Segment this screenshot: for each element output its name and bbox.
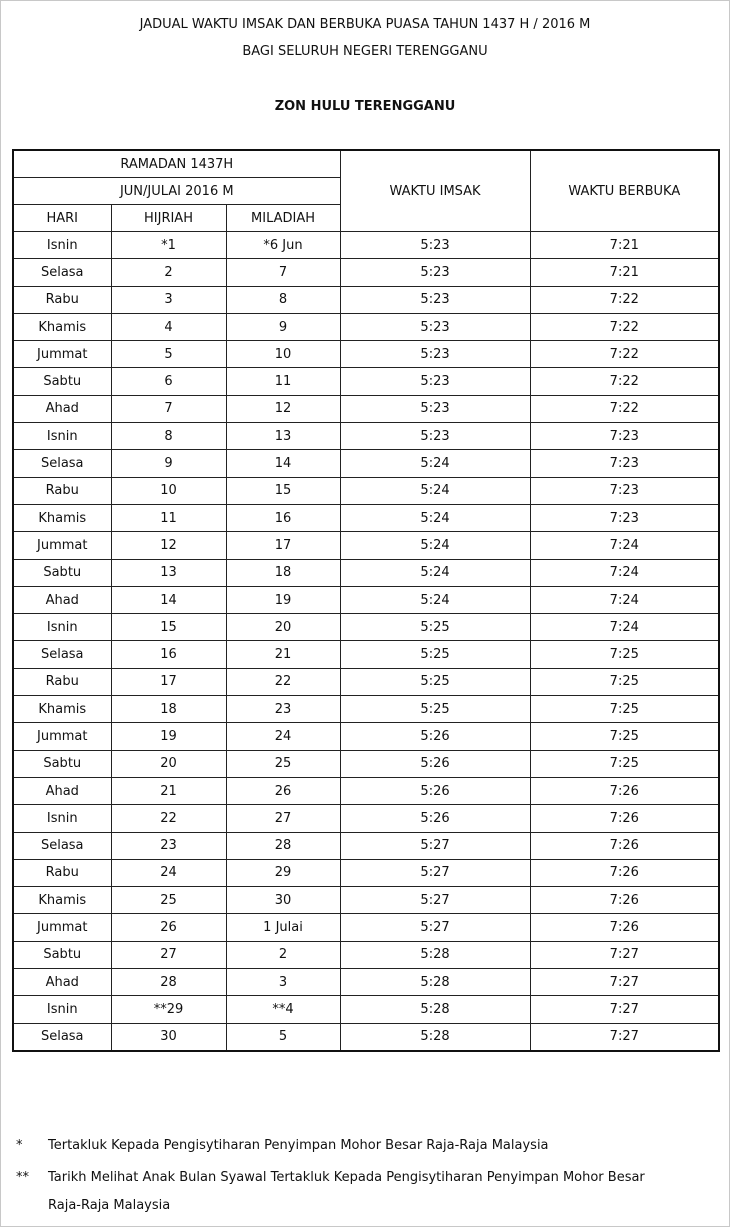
berbuka-cell: 7:26 — [530, 805, 719, 832]
table-row — [13, 805, 719, 832]
berbuka-cell: 7:26 — [530, 887, 719, 914]
miladiah-cell: 1 Julai — [226, 914, 340, 941]
hijriah-cell: 7 — [111, 395, 226, 422]
table-row — [13, 313, 719, 340]
hijriah-header: HIJRIAH — [111, 205, 226, 232]
imsak-cell: 5:28 — [340, 996, 530, 1023]
footnote-2-text-line2: Raja-Raja Malaysia — [48, 1198, 171, 1213]
table-row — [13, 614, 719, 641]
berbuka-cell: 7:26 — [530, 832, 719, 859]
hari-cell: Khamis — [13, 504, 111, 531]
hari-cell: Sabtu — [13, 750, 111, 777]
hijriah-cell: 16 — [111, 641, 226, 668]
hijriah-cell: 4 — [111, 313, 226, 340]
hari-cell: Sabtu — [13, 941, 111, 968]
hari-cell: Rabu — [13, 668, 111, 695]
hijriah-cell: 17 — [111, 668, 226, 695]
hari-cell: Khamis — [13, 887, 111, 914]
berbuka-cell: 7:25 — [530, 641, 719, 668]
miladiah-cell: 21 — [226, 641, 340, 668]
hari-cell: Ahad — [13, 395, 111, 422]
zone-heading: ZON HULU TERENGGANU — [274, 99, 456, 114]
miladiah-cell: 15 — [226, 477, 340, 504]
miladiah-cell: 3 — [226, 969, 340, 996]
hari-header: HARI — [13, 205, 111, 232]
miladiah-cell: 25 — [226, 750, 340, 777]
hijriah-cell: 21 — [111, 777, 226, 804]
table-body — [13, 232, 719, 1051]
miladiah-header: MILADIAH — [226, 205, 340, 232]
table-header — [13, 150, 719, 232]
hijriah-cell: 26 — [111, 914, 226, 941]
document-subtitle: BAGI SELURUH NEGERI TERENGGANU — [242, 44, 488, 59]
table-row — [13, 941, 719, 968]
hijriah-cell: 18 — [111, 696, 226, 723]
imsak-cell: 5:23 — [340, 341, 530, 368]
hijriah-cell: 28 — [111, 969, 226, 996]
imsak-cell: 5:25 — [340, 668, 530, 695]
hari-cell: Jummat — [13, 914, 111, 941]
footnote-2-mark: ** — [16, 1170, 29, 1185]
table-row — [13, 832, 719, 859]
schedule-table — [12, 149, 720, 1052]
hari-cell: Ahad — [13, 777, 111, 804]
footnote-1-mark: * — [16, 1138, 23, 1153]
miladiah-cell: 26 — [226, 777, 340, 804]
table-row — [13, 450, 719, 477]
berbuka-cell: 7:22 — [530, 395, 719, 422]
hijriah-cell: 12 — [111, 532, 226, 559]
berbuka-cell: 7:23 — [530, 450, 719, 477]
hijriah-cell: 5 — [111, 341, 226, 368]
berbuka-cell: 7:23 — [530, 477, 719, 504]
hari-cell: Khamis — [13, 696, 111, 723]
table-row — [13, 777, 719, 804]
imsak-cell: 5:23 — [340, 313, 530, 340]
berbuka-cell: 7:21 — [530, 259, 719, 286]
miladiah-cell: 14 — [226, 450, 340, 477]
berbuka-cell: 7:25 — [530, 696, 719, 723]
imsak-cell: 5:27 — [340, 859, 530, 886]
hijriah-cell: 3 — [111, 286, 226, 313]
hijriah-cell: 8 — [111, 423, 226, 450]
miladiah-cell: 20 — [226, 614, 340, 641]
table-row — [13, 532, 719, 559]
berbuka-cell: 7:26 — [530, 914, 719, 941]
hari-cell: Selasa — [13, 641, 111, 668]
miladiah-cell: 12 — [226, 395, 340, 422]
berbuka-cell: 7:26 — [530, 859, 719, 886]
berbuka-cell: 7:22 — [530, 341, 719, 368]
table-row — [13, 423, 719, 450]
hari-cell: Isnin — [13, 996, 111, 1023]
miladiah-cell: 16 — [226, 504, 340, 531]
table-row — [13, 996, 719, 1023]
hijriah-cell: 20 — [111, 750, 226, 777]
berbuka-cell: 7:22 — [530, 368, 719, 395]
berbuka-cell: 7:27 — [530, 996, 719, 1023]
hijriah-cell: 6 — [111, 368, 226, 395]
berbuka-cell: 7:26 — [530, 777, 719, 804]
miladiah-cell: 8 — [226, 286, 340, 313]
hijriah-cell: 2 — [111, 259, 226, 286]
imsak-cell: 5:28 — [340, 941, 530, 968]
table-row — [13, 641, 719, 668]
table-row — [13, 859, 719, 886]
hijriah-cell: 11 — [111, 504, 226, 531]
berbuka-cell: 7:23 — [530, 504, 719, 531]
hari-cell: Isnin — [13, 423, 111, 450]
hijriah-cell: 24 — [111, 859, 226, 886]
table-row — [13, 559, 719, 586]
table-row — [13, 586, 719, 613]
hari-cell: Jummat — [13, 532, 111, 559]
berbuka-cell: 7:24 — [530, 586, 719, 613]
hijriah-cell: 23 — [111, 832, 226, 859]
table-row — [13, 504, 719, 531]
berbuka-cell: 7:27 — [530, 969, 719, 996]
imsak-cell: 5:24 — [340, 477, 530, 504]
ramadan-header: RAMADAN 1437H — [13, 150, 340, 178]
berbuka-cell: 7:22 — [530, 313, 719, 340]
imsak-cell: 5:28 — [340, 1023, 530, 1051]
hari-cell: Ahad — [13, 969, 111, 996]
hari-cell: Ahad — [13, 586, 111, 613]
berbuka-header: WAKTU BERBUKA — [530, 150, 719, 232]
miladiah-cell: 19 — [226, 586, 340, 613]
miladiah-cell: *6 Jun — [226, 232, 340, 259]
imsak-cell: 5:23 — [340, 423, 530, 450]
table-row — [13, 232, 719, 259]
month-header: JUN/JULAI 2016 M — [13, 178, 340, 205]
hijriah-cell: 9 — [111, 450, 226, 477]
table-row — [13, 395, 719, 422]
hari-cell: Rabu — [13, 477, 111, 504]
imsak-cell: 5:26 — [340, 723, 530, 750]
table-row — [13, 723, 719, 750]
imsak-cell: 5:28 — [340, 969, 530, 996]
hari-cell: Jummat — [13, 723, 111, 750]
table-row — [13, 887, 719, 914]
hijriah-cell: 30 — [111, 1023, 226, 1051]
imsak-cell: 5:24 — [340, 450, 530, 477]
hari-cell: Jummat — [13, 341, 111, 368]
miladiah-cell: 5 — [226, 1023, 340, 1051]
footnote-2-text-line1: Tarikh Melihat Anak Bulan Syawal Tertakluk Kepada Pengisytiharan Penyimpan Mohor Besar — [48, 1170, 645, 1185]
miladiah-cell: 30 — [226, 887, 340, 914]
table-row — [13, 750, 719, 777]
table-row — [13, 668, 719, 695]
imsak-cell: 5:26 — [340, 805, 530, 832]
hijriah-cell: 22 — [111, 805, 226, 832]
hijriah-cell: **29 — [111, 996, 226, 1023]
table-row — [13, 969, 719, 996]
imsak-cell: 5:24 — [340, 504, 530, 531]
miladiah-cell: 18 — [226, 559, 340, 586]
table-row — [13, 368, 719, 395]
table-row — [13, 341, 719, 368]
imsak-cell: 5:23 — [340, 368, 530, 395]
hari-cell: Sabtu — [13, 559, 111, 586]
miladiah-cell: 13 — [226, 423, 340, 450]
hari-cell: Selasa — [13, 832, 111, 859]
berbuka-cell: 7:25 — [530, 723, 719, 750]
imsak-cell: 5:23 — [340, 395, 530, 422]
hijriah-cell: 19 — [111, 723, 226, 750]
hari-cell: Khamis — [13, 313, 111, 340]
berbuka-cell: 7:24 — [530, 532, 719, 559]
miladiah-cell: 11 — [226, 368, 340, 395]
miladiah-cell: 2 — [226, 941, 340, 968]
berbuka-cell: 7:27 — [530, 941, 719, 968]
footnote-1-text: Tertakluk Kepada Pengisytiharan Penyimpan Mohor Besar Raja-Raja Malaysia — [48, 1138, 549, 1153]
table-row — [13, 696, 719, 723]
imsak-cell: 5:26 — [340, 750, 530, 777]
miladiah-cell: 24 — [226, 723, 340, 750]
berbuka-cell: 7:23 — [530, 423, 719, 450]
table-row — [13, 477, 719, 504]
hijriah-cell: 25 — [111, 887, 226, 914]
imsak-cell: 5:27 — [340, 832, 530, 859]
hijriah-cell: 14 — [111, 586, 226, 613]
table-row — [13, 914, 719, 941]
hijriah-cell: 13 — [111, 559, 226, 586]
berbuka-cell: 7:24 — [530, 614, 719, 641]
berbuka-cell: 7:25 — [530, 750, 719, 777]
table-row — [13, 286, 719, 313]
hijriah-cell: 10 — [111, 477, 226, 504]
imsak-cell: 5:23 — [340, 259, 530, 286]
table-row — [13, 1023, 719, 1051]
hari-cell: Selasa — [13, 259, 111, 286]
miladiah-cell: 22 — [226, 668, 340, 695]
miladiah-cell: 17 — [226, 532, 340, 559]
hari-cell: Rabu — [13, 859, 111, 886]
hari-cell: Selasa — [13, 1023, 111, 1051]
miladiah-cell: 29 — [226, 859, 340, 886]
hari-cell: Sabtu — [13, 368, 111, 395]
imsak-cell: 5:24 — [340, 586, 530, 613]
hijriah-cell: *1 — [111, 232, 226, 259]
berbuka-cell: 7:27 — [530, 1023, 719, 1051]
table-row — [13, 259, 719, 286]
imsak-cell: 5:26 — [340, 777, 530, 804]
miladiah-cell: 23 — [226, 696, 340, 723]
hari-cell: Rabu — [13, 286, 111, 313]
hari-cell: Isnin — [13, 232, 111, 259]
hijriah-cell: 27 — [111, 941, 226, 968]
imsak-cell: 5:23 — [340, 232, 530, 259]
imsak-cell: 5:25 — [340, 641, 530, 668]
imsak-cell: 5:27 — [340, 887, 530, 914]
berbuka-cell: 7:21 — [530, 232, 719, 259]
imsak-cell: 5:24 — [340, 532, 530, 559]
hijriah-cell: 15 — [111, 614, 226, 641]
hari-cell: Isnin — [13, 805, 111, 832]
imsak-header: WAKTU IMSAK — [340, 150, 530, 232]
miladiah-cell: 27 — [226, 805, 340, 832]
miladiah-cell: 10 — [226, 341, 340, 368]
berbuka-cell: 7:25 — [530, 668, 719, 695]
berbuka-cell: 7:24 — [530, 559, 719, 586]
miladiah-cell: **4 — [226, 996, 340, 1023]
hari-cell: Selasa — [13, 450, 111, 477]
miladiah-cell: 9 — [226, 313, 340, 340]
imsak-cell: 5:27 — [340, 914, 530, 941]
imsak-cell: 5:24 — [340, 559, 530, 586]
miladiah-cell: 28 — [226, 832, 340, 859]
imsak-cell: 5:25 — [340, 614, 530, 641]
berbuka-cell: 7:22 — [530, 286, 719, 313]
hari-cell: Isnin — [13, 614, 111, 641]
imsak-cell: 5:23 — [340, 286, 530, 313]
imsak-cell: 5:25 — [340, 696, 530, 723]
miladiah-cell: 7 — [226, 259, 340, 286]
document-title: JADUAL WAKTU IMSAK DAN BERBUKA PUASA TAHUN 1437 H / 2016 M — [139, 17, 591, 32]
